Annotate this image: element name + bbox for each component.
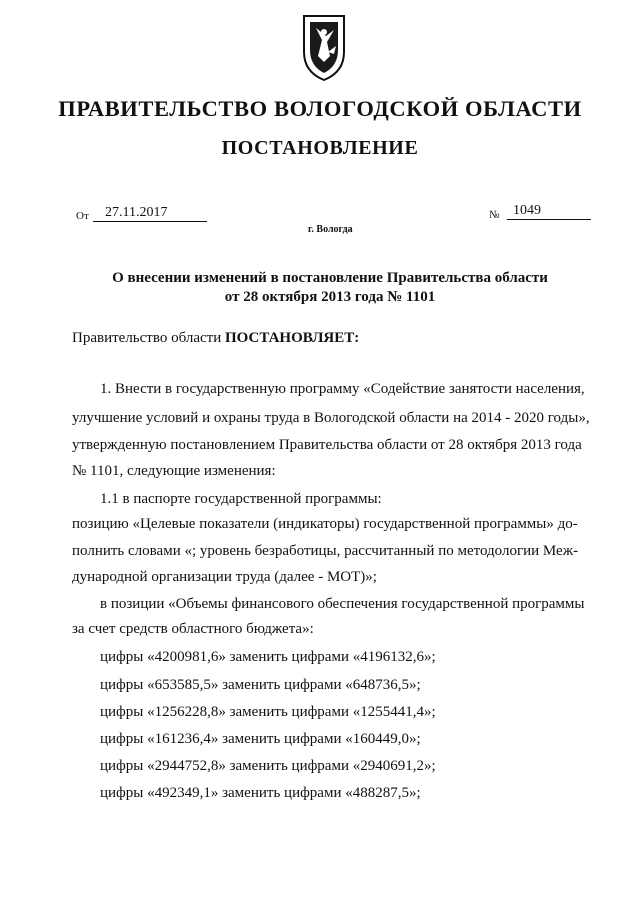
- body-line: утвержденную постановлением Правительства области от 28 октября 2013 года: [72, 437, 582, 453]
- body-line: дународной организации труда (далее - МОТ)»;: [72, 569, 377, 585]
- body-line: в позиции «Объемы финансового обеспечения государственной программы: [100, 596, 585, 612]
- coat-of-arms-icon: [300, 12, 348, 82]
- body-line: цифры «161236,4» заменить цифрами «160449,0»;: [100, 731, 421, 747]
- body-line: цифры «653585,5» заменить цифрами «648736,5»;: [100, 677, 421, 693]
- body-line: цифры «4200981,6» заменить цифрами «4196132,6»;: [100, 649, 436, 665]
- body-line: цифры «492349,1» заменить цифрами «488287,5»;: [100, 785, 421, 801]
- body-line: 1.1 в паспорте государственной программы:: [100, 491, 382, 507]
- body-line: за счет средств областного бюджета»:: [72, 621, 314, 637]
- body-line: 1. Внести в государственную программу «Содействие занятости населения,: [100, 381, 585, 397]
- body-line: позицию «Целевые показатели (индикаторы) государственной программы» до-: [72, 516, 578, 532]
- decree-prefix: Правительство области: [72, 330, 222, 346]
- document-type: ПОСТАНОВЛЕНИЕ: [221, 137, 419, 159]
- body-line: № 1101, следующие изменения:: [72, 463, 276, 479]
- city-name: г. Вологда: [308, 224, 353, 235]
- date-prefix: От: [76, 210, 89, 222]
- decree-verb: ПОСТАНОВЛЯЕТ:: [224, 330, 360, 346]
- body-line: полнить словами «; уровень безработицы, рассчитанный по методологии Меж-: [72, 543, 579, 559]
- body-line: цифры «1256228,8» заменить цифрами «1255441,4»;: [100, 704, 436, 720]
- number-prefix: №: [489, 209, 500, 221]
- document-number: 1049: [507, 203, 591, 220]
- body-line: улучшение условий и охраны труда в Вологодской области на 2014 - 2020 годы»,: [72, 410, 590, 426]
- subject-line: О внесении изменений в постановление Правительства области: [112, 270, 548, 286]
- body-line: цифры «2944752,8» заменить цифрами «2940691,2»;: [100, 758, 436, 774]
- subject-line: от 28 октября 2013 года № 1101: [224, 289, 436, 305]
- government-title: ПРАВИТЕЛЬСТВО ВОЛОГОДСКОЙ ОБЛАСТИ: [58, 96, 582, 121]
- document-subject: [0, 269, 640, 307]
- document-date: 27.11.2017: [93, 205, 207, 222]
- decree-statement: [72, 329, 359, 348]
